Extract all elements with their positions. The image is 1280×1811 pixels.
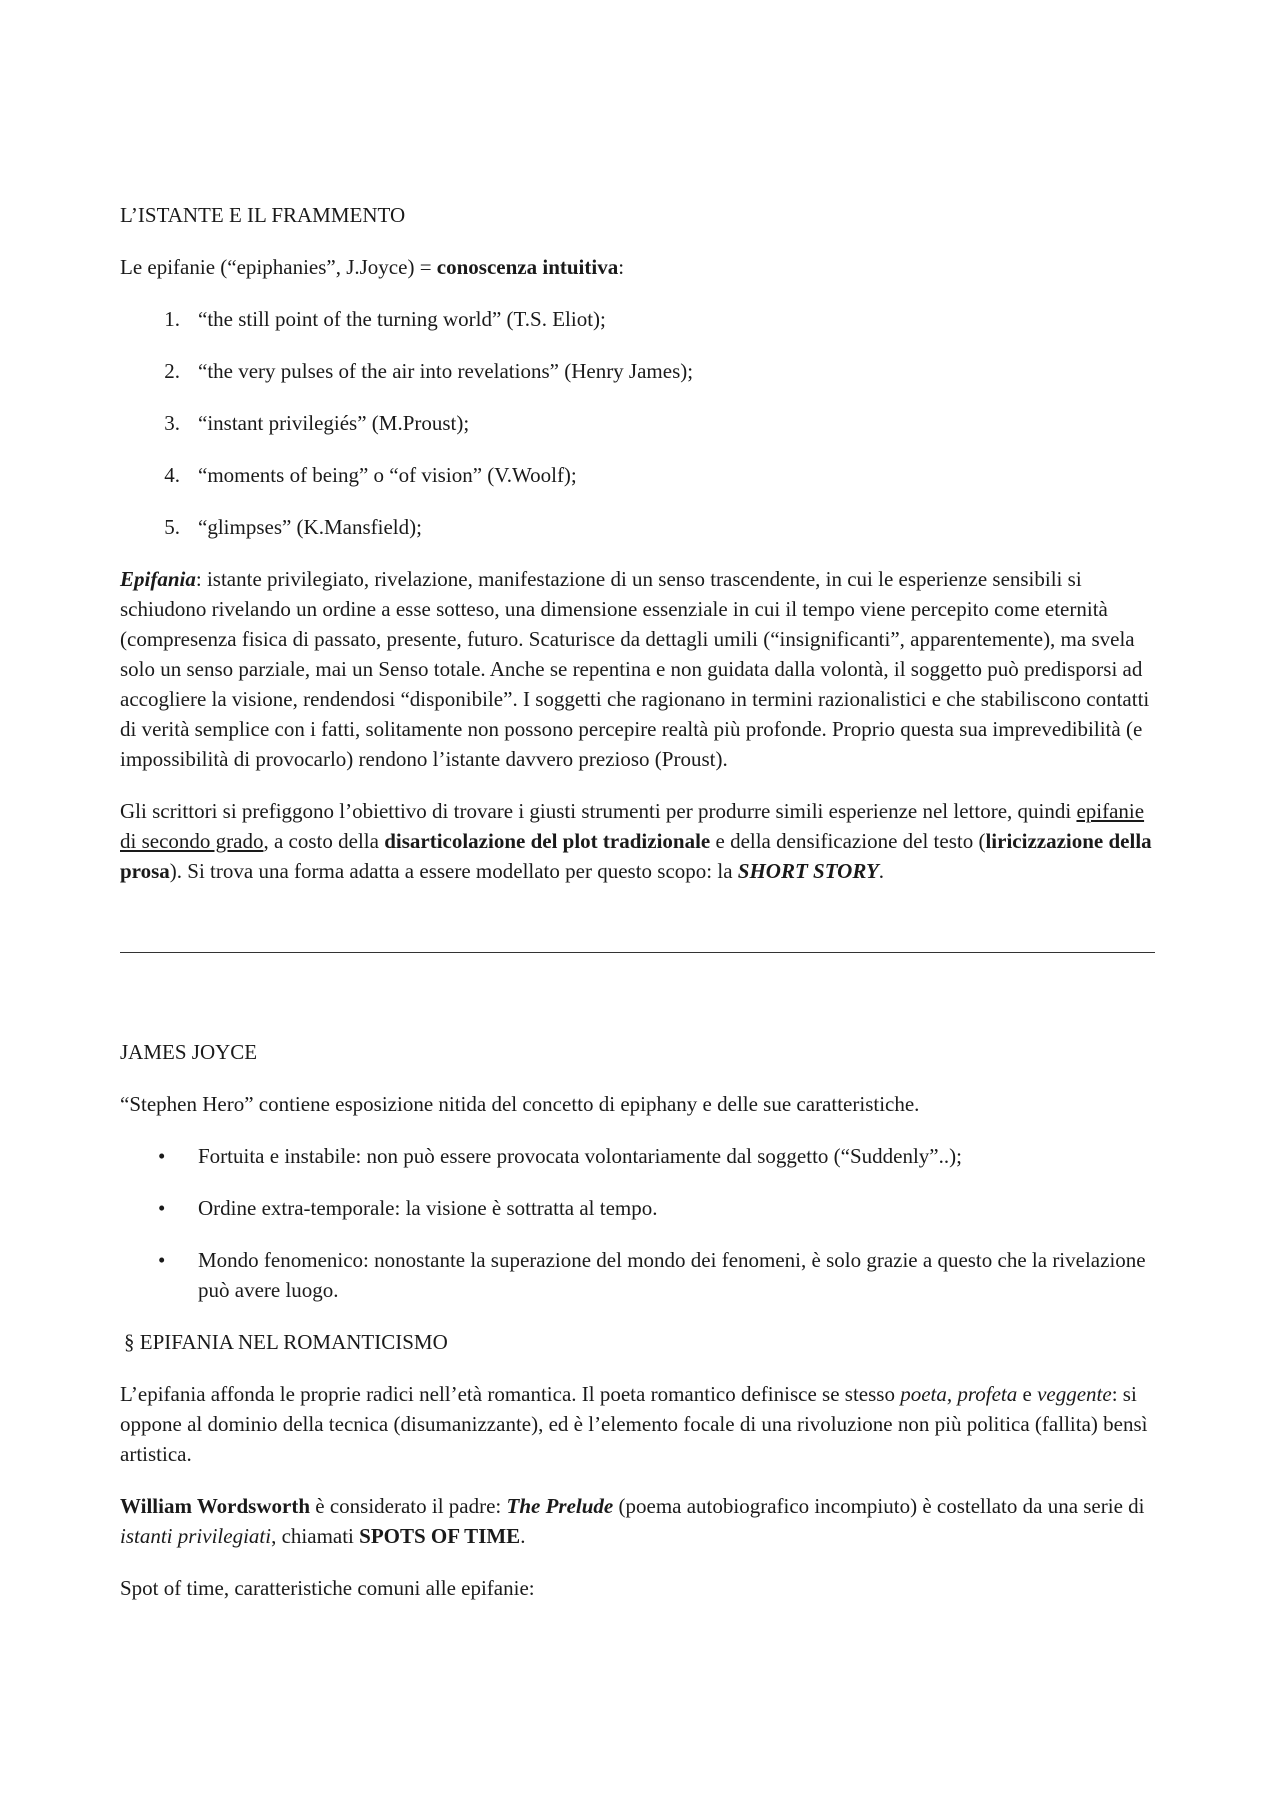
romantic-text-2: e xyxy=(1017,1382,1038,1406)
list-number: 2. xyxy=(164,359,180,383)
short-story-term: SHORT STORY xyxy=(737,859,879,883)
document-content xyxy=(120,200,1155,1625)
list-text: “the very pulses of the air into revelations” (Henry James); xyxy=(198,359,694,383)
list-item xyxy=(120,304,1155,334)
list-item xyxy=(120,460,1155,490)
stephen-hero-intro: “Stephen Hero” contiene esposizione nitida del concetto di epiphany e delle sue caratteristiche. xyxy=(120,1092,920,1116)
list-text: Mondo fenomenico: nonostante la superazione del mondo dei fenomeni, è solo grazie a questo che la rivelazione può avere luogo. xyxy=(198,1248,1146,1302)
romantic-text-3: : si oppone al dominio della tecnica (disumanizzante), ed è l’elemento focale di una rivoluzione non più politica (fallita) bensì artistica. xyxy=(120,1382,1148,1466)
underlined-term: epifanie di secondo grado xyxy=(120,799,1145,853)
list-item xyxy=(120,356,1155,386)
bold-term-plot: disarticolazione del plot tradizionale xyxy=(384,829,711,853)
list-number: 4. xyxy=(164,463,180,487)
subheading-romanticismo: § EPIFANIA NEL ROMANTICISMO xyxy=(124,1330,448,1354)
section-heading-joyce: JAMES JOYCE xyxy=(120,1040,258,1064)
wordsworth-text-4: . xyxy=(520,1524,526,1548)
wordsworth-text-2: (poema autobiografico incompiuto) è costellato da una serie di xyxy=(613,1494,1145,1518)
intro-bold-term: conoscenza intuitiva xyxy=(436,255,619,279)
bold-name-wordsworth: William Wordsworth xyxy=(120,1494,310,1518)
list-item xyxy=(120,512,1155,542)
intro-suffix: : xyxy=(618,255,625,279)
epifania-definition xyxy=(120,564,1155,774)
list-text: “instant privilegiés” (M.Proust); xyxy=(198,411,470,435)
bullet-icon: • xyxy=(158,1144,166,1168)
italic-term-istanti: istanti privilegiati xyxy=(120,1524,272,1548)
bold-term-prosa: liricizzazione della prosa xyxy=(120,829,1152,883)
list-text: Fortuita e instabile: non può essere provocata volontariamente dal soggetto (“Suddenly”..); xyxy=(198,1144,962,1168)
features-list xyxy=(120,1141,1155,1305)
wordsworth-text-3: , chiamati xyxy=(271,1524,360,1548)
list-item xyxy=(120,1245,1155,1305)
list-text: “moments of being” o “of vision” (V.Woolf); xyxy=(198,463,577,487)
bold-term-spots: SPOTS OF TIME xyxy=(359,1524,521,1548)
definition-text: : istante privilegiato, rivelazione, manifestazione di un senso trascendente, in cui le esperienze sensibili si schiudono rivelando un ordine a esse sotteso, una dimensione essenziale in cui il tempo viene percepito come eternità (compresenza fisica di passato, presente, futuro. Scaturisce da dettagli umili (“insignificanti”, apparentemente), ma svela solo un senso parziale, mai un Senso totale. Anche se repentina e non guidata dalla volontà, il soggetto può predisporsi ad accogliere la visione, rendendosi “disponibile”. I soggetti che ragionano in termini razionalistici e che stabiliscono contatti di verità semplice con i fatti, solitamente non possono percepire realtà più profonde. Proprio questa sua imprevedibilità (e impossibilità di provocarlo) rendono l’istante davvero prezioso (Proust). xyxy=(120,567,1150,771)
italic-term-veggente: veggente xyxy=(1037,1382,1112,1406)
bullet-icon: • xyxy=(158,1248,166,1272)
list-item xyxy=(120,1141,1155,1171)
list-text: Ordine extra-temporale: la visione è sottratta al tempo. xyxy=(198,1196,658,1220)
prelude-title: The Prelude xyxy=(506,1494,614,1518)
definition-term: Epifania xyxy=(120,567,196,591)
epiphany-intro xyxy=(120,252,1155,282)
section-heading-istante: L’ISTANTE E IL FRAMMENTO xyxy=(120,203,406,227)
bullet-icon: • xyxy=(158,1196,166,1220)
writers-text-3: e della densificazione del testo ( xyxy=(710,829,986,853)
wordsworth-text-1: è considerato il padre: xyxy=(310,1494,507,1518)
list-text: “the still point of the turning world” (T.S. Eliot); xyxy=(198,307,606,331)
list-item xyxy=(120,408,1155,438)
wordsworth-paragraph xyxy=(120,1491,1155,1551)
writers-text-2: , a costo della xyxy=(263,829,385,853)
writers-text-5: . xyxy=(878,859,885,883)
list-item xyxy=(120,1193,1155,1223)
italic-term-poeta: poeta, profeta xyxy=(900,1382,1018,1406)
spot-of-time-line: Spot of time, caratteristiche comuni alle epifanie: xyxy=(120,1576,535,1600)
writers-paragraph xyxy=(120,796,1155,886)
romantic-paragraph xyxy=(120,1379,1155,1469)
list-number: 5. xyxy=(164,515,180,539)
intro-prefix: Le epifanie (“epiphanies”, J.Joyce) = xyxy=(120,255,437,279)
list-number: 1. xyxy=(164,307,180,331)
writers-text-4: ). Si trova una forma adatta a essere modellato per questo scopo: la xyxy=(169,859,738,883)
writers-text-1: Gli scrittori si prefiggono l’obiettivo di trovare i giusti strumenti per produrre simili esperienze nel lettore, quindi xyxy=(120,799,1077,823)
list-number: 3. xyxy=(164,411,180,435)
list-text: “glimpses” (K.Mansfield); xyxy=(198,515,422,539)
section-divider xyxy=(120,952,1155,953)
quotes-list xyxy=(120,304,1155,542)
romantic-text-1: L’epifania affonda le proprie radici nell’età romantica. Il poeta romantico definisce se stesso xyxy=(120,1382,901,1406)
